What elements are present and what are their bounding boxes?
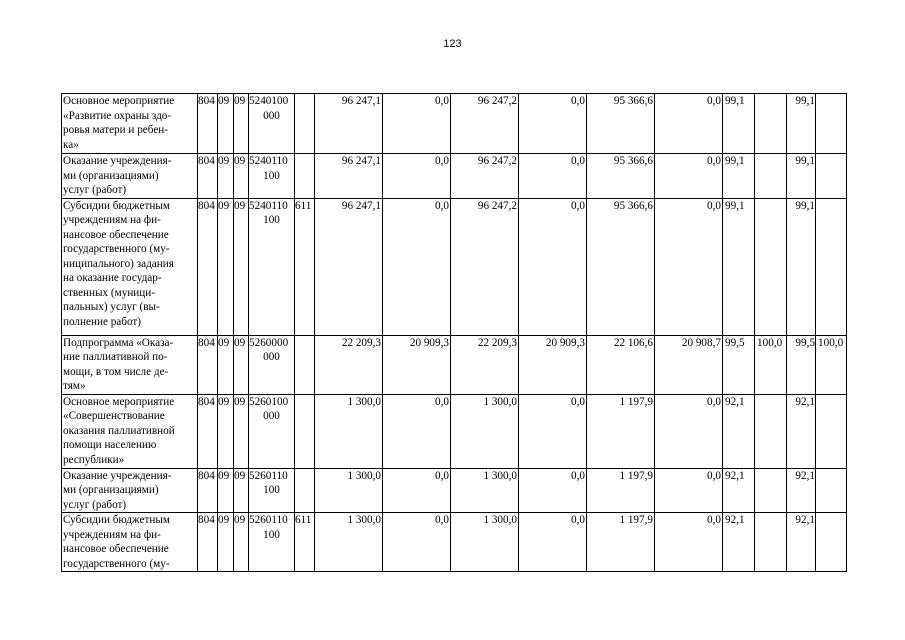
- row-name-line: Субсидии бюджетным: [63, 514, 170, 526]
- pr-cell: 09: [234, 198, 249, 335]
- csr-line: 5260110: [249, 514, 288, 526]
- percent-cell-p1: 92,1: [723, 513, 755, 572]
- percent-cell-p2: [755, 513, 787, 572]
- table-row: [62, 513, 847, 572]
- row-name-line: государственного (му-: [63, 557, 170, 570]
- percent-cell-p4: [816, 198, 847, 335]
- amount-cell-v3: 1 300,0: [451, 513, 519, 572]
- row-name-cell: [62, 154, 198, 199]
- table-row: [62, 468, 847, 513]
- vr-cell: [295, 468, 315, 513]
- amount-cell-v4: 0,0: [519, 513, 587, 572]
- amount-cell-v2: 0,0: [383, 394, 451, 468]
- row-name-line: Оказание учреждения-: [63, 155, 172, 167]
- pr-cell: 09: [234, 394, 249, 468]
- amount-cell-v2: 20 909,3: [383, 335, 451, 394]
- amount-cell-v4: 0,0: [519, 394, 587, 468]
- pr-cell: 09: [234, 154, 249, 199]
- glav-cell: 804: [198, 335, 218, 394]
- vr-cell: [295, 335, 315, 394]
- csr-cell: [249, 513, 295, 572]
- pr-cell: 09: [234, 513, 249, 572]
- amount-cell-v1: 1 300,0: [315, 468, 383, 513]
- csr-cell: [249, 94, 295, 154]
- row-name-line: республики»: [63, 453, 125, 466]
- row-name-line: помощи населению: [63, 439, 157, 451]
- percent-cell-p4: [816, 468, 847, 513]
- percent-cell-p4: 100,0: [816, 335, 847, 394]
- percent-cell-p3: 99,1: [787, 94, 816, 154]
- amount-cell-v5: 95 366,6: [587, 198, 655, 335]
- amount-cell-v3: 96 247,2: [451, 154, 519, 199]
- row-name-line: нансовое обеспечение: [63, 228, 169, 241]
- amount-cell-v5: 1 197,9: [587, 513, 655, 572]
- csr-line: 5260100: [249, 395, 289, 408]
- percent-cell-p3: 99,5: [787, 335, 816, 394]
- amount-cell-v6: 20 908,7: [655, 335, 723, 394]
- row-name-line: ми (организациями): [63, 484, 159, 496]
- pr-cell: 09: [234, 94, 249, 154]
- amount-cell-v1: 1 300,0: [315, 394, 383, 468]
- amount-cell-v4: 0,0: [519, 154, 587, 199]
- percent-cell-p1: 92,1: [723, 394, 755, 468]
- amount-cell-v6: 0,0: [655, 94, 723, 154]
- row-name-line: ми (организациями): [63, 169, 159, 182]
- amount-cell-v4: 0,0: [519, 94, 587, 154]
- row-name-line: государственного (му-: [63, 243, 170, 255]
- percent-cell-p2: [755, 468, 787, 513]
- rz-cell: 09: [218, 154, 234, 199]
- table-row: [62, 198, 847, 335]
- percent-cell-p2: [755, 94, 787, 154]
- row-name-line: ние паллиативной по-: [63, 351, 168, 363]
- table-row: [62, 394, 847, 468]
- csr-line: 000: [263, 410, 280, 422]
- vr-cell: [295, 154, 315, 199]
- csr-line: 5240110: [249, 199, 288, 212]
- row-name-line: полнение работ): [63, 315, 142, 328]
- row-name-line: пальных) услуг (вы-: [63, 301, 160, 313]
- row-name-cell: [62, 513, 198, 572]
- glav-cell: 804: [198, 468, 218, 513]
- vr-cell: 611: [295, 198, 315, 335]
- amount-cell-v1: 22 209,3: [315, 335, 383, 394]
- amount-cell-v4: 0,0: [519, 198, 587, 335]
- row-name-line: нансовое обеспечение: [63, 543, 169, 555]
- csr-line: 5260110: [249, 469, 288, 482]
- amount-cell-v6: 0,0: [655, 154, 723, 199]
- amount-cell-v3: 96 247,2: [451, 94, 519, 154]
- amount-cell-v1: 96 247,1: [315, 198, 383, 335]
- amount-cell-v2: 0,0: [383, 513, 451, 572]
- csr-line: 000: [263, 351, 280, 363]
- csr-cell: [249, 198, 295, 335]
- amount-cell-v1: 1 300,0: [315, 513, 383, 572]
- percent-cell-p2: [755, 154, 787, 199]
- csr-cell: [249, 154, 295, 199]
- csr-line: 000: [263, 109, 280, 122]
- percent-cell-p1: 99,5: [723, 335, 755, 394]
- csr-line: 100: [263, 169, 280, 182]
- percent-cell-p2: [755, 394, 787, 468]
- row-name-line: «Совершенствование: [63, 410, 165, 422]
- csr-line: 100: [263, 484, 280, 496]
- glav-cell: 804: [198, 198, 218, 335]
- amount-cell-v5: 1 197,9: [587, 468, 655, 513]
- row-name-cell: [62, 94, 198, 154]
- row-name-line: Подпрограмма «Оказа-: [63, 336, 174, 349]
- row-name-line: услуг (работ): [63, 184, 127, 196]
- csr-cell: [249, 335, 295, 394]
- amount-cell-v4: 20 909,3: [519, 335, 587, 394]
- percent-cell-p3: 99,1: [787, 154, 816, 199]
- amount-cell-v5: 1 197,9: [587, 394, 655, 468]
- amount-cell-v3: 96 247,2: [451, 198, 519, 335]
- row-name-line: Субсидии бюджетным: [63, 199, 170, 212]
- amount-cell-v3: 1 300,0: [451, 468, 519, 513]
- glav-cell: 804: [198, 154, 218, 199]
- amount-cell-v2: 0,0: [383, 94, 451, 154]
- amount-cell-v6: 0,0: [655, 513, 723, 572]
- csr-line: 5240110: [249, 155, 288, 167]
- page-number: 123: [443, 38, 462, 50]
- amount-cell-v1: 96 247,1: [315, 154, 383, 199]
- row-name-line: тям»: [63, 380, 86, 392]
- row-name-cell: [62, 335, 198, 394]
- amount-cell-v2: 0,0: [383, 154, 451, 199]
- percent-cell-p3: 92,1: [787, 394, 816, 468]
- amount-cell-v6: 0,0: [655, 468, 723, 513]
- budget-table: [61, 93, 847, 572]
- table-row: [62, 94, 847, 154]
- amount-cell-v6: 0,0: [655, 394, 723, 468]
- row-name-line: учреждениям на фи-: [63, 528, 161, 541]
- row-name-cell: [62, 468, 198, 513]
- row-name-line: ка»: [63, 138, 79, 151]
- percent-cell-p2: [755, 198, 787, 335]
- amount-cell-v2: 0,0: [383, 198, 451, 335]
- vr-cell: [295, 94, 315, 154]
- percent-cell-p2: 100,0: [755, 335, 787, 394]
- percent-cell-p1: 99,1: [723, 198, 755, 335]
- percent-cell-p3: 92,1: [787, 468, 816, 513]
- csr-line: 5260000: [249, 336, 289, 349]
- rz-cell: 09: [218, 335, 234, 394]
- vr-cell: [295, 394, 315, 468]
- percent-cell-p3: 99,1: [787, 198, 816, 335]
- rz-cell: 09: [218, 468, 234, 513]
- row-name-cell: [62, 394, 198, 468]
- csr-line: 100: [263, 214, 280, 226]
- row-name-line: на оказание государ-: [63, 272, 162, 284]
- row-name-cell: [62, 198, 198, 335]
- row-name-line: ровья матери и ребен-: [63, 124, 168, 136]
- rz-cell: 09: [218, 394, 234, 468]
- percent-cell-p4: [816, 94, 847, 154]
- amount-cell-v5: 95 366,6: [587, 94, 655, 154]
- amount-cell-v4: 0,0: [519, 468, 587, 513]
- amount-cell-v6: 0,0: [655, 198, 723, 335]
- percent-cell-p1: 92,1: [723, 468, 755, 513]
- percent-cell-p4: [816, 154, 847, 199]
- csr-line: 5240100: [249, 95, 289, 107]
- percent-cell-p4: [816, 513, 847, 572]
- rz-cell: 09: [218, 94, 234, 154]
- csr-line: 100: [263, 528, 280, 541]
- row-name-line: оказания паллиативной: [63, 424, 175, 437]
- vr-cell: 611: [295, 513, 315, 572]
- table-row: [62, 154, 847, 199]
- glav-cell: 804: [198, 513, 218, 572]
- pr-cell: 09: [234, 335, 249, 394]
- row-name-line: Основное мероприятие: [63, 395, 175, 408]
- percent-cell-p4: [816, 394, 847, 468]
- amount-cell-v2: 0,0: [383, 468, 451, 513]
- row-name-line: мощи, в том числе де-: [63, 365, 169, 378]
- rz-cell: 09: [218, 198, 234, 335]
- row-name-line: учреждениям на фи-: [63, 214, 161, 226]
- row-name-line: ственных (муници-: [63, 286, 155, 299]
- amount-cell-v3: 22 209,3: [451, 335, 519, 394]
- csr-cell: [249, 394, 295, 468]
- glav-cell: 804: [198, 394, 218, 468]
- row-name-line: Оказание учреждения-: [63, 469, 172, 482]
- percent-cell-p1: 99,1: [723, 94, 755, 154]
- row-name-line: Основное мероприятие: [63, 95, 175, 107]
- glav-cell: 804: [198, 94, 218, 154]
- table-row: [62, 335, 847, 394]
- percent-cell-p3: 92,1: [787, 513, 816, 572]
- csr-cell: [249, 468, 295, 513]
- amount-cell-v5: 22 106,6: [587, 335, 655, 394]
- amount-cell-v1: 96 247,1: [315, 94, 383, 154]
- pr-cell: 09: [234, 468, 249, 513]
- row-name-line: услуг (работ): [63, 498, 127, 511]
- percent-cell-p1: 99,1: [723, 154, 755, 199]
- row-name-line: «Развитие охраны здо-: [63, 109, 172, 122]
- amount-cell-v5: 95 366,6: [587, 154, 655, 199]
- rz-cell: 09: [218, 513, 234, 572]
- amount-cell-v3: 1 300,0: [451, 394, 519, 468]
- row-name-line: ниципального) задания: [63, 257, 174, 270]
